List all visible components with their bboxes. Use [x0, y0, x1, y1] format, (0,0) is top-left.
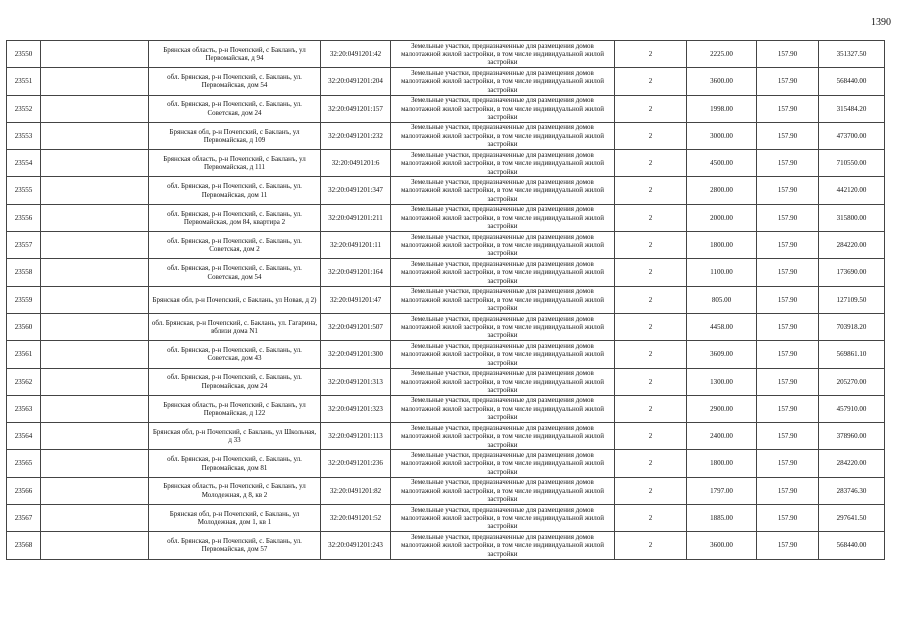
land-use-cell: Земельные участки, предназначенные для размещения домов малоэтажной жилой застройки, в том числе индивидуальной жилой застройки	[391, 532, 615, 559]
table-row	[7, 423, 885, 450]
category-cell: 2	[615, 395, 687, 422]
address-cell: Брянская область, р-н Почепский, с Бакланъ, ул Первомайская, д 122	[149, 395, 321, 422]
cadastral-number-cell: 32:20:0491201:113	[321, 423, 391, 450]
land-use-cell: Земельные участки, предназначенные для размещения домов малоэтажной жилой застройки, в том числе индивидуальной жилой застройки	[391, 286, 615, 313]
land-use-cell: Земельные участки, предназначенные для размещения домов малоэтажной жилой застройки, в том числе индивидуальной жилой застройки	[391, 395, 615, 422]
table-row	[7, 204, 885, 231]
category-cell: 2	[615, 450, 687, 477]
land-use-cell: Земельные участки, предназначенные для размещения домов малоэтажной жилой застройки, в том числе индивидуальной жилой застройки	[391, 41, 615, 68]
cadastral-value-cell: 457910.00	[819, 395, 885, 422]
table-row	[7, 313, 885, 340]
cadastral-number-cell: 32:20:0491201:347	[321, 177, 391, 204]
specific-value-cell: 157.90	[757, 286, 819, 313]
land-use-cell: Земельные участки, предназначенные для размещения домов малоэтажной жилой застройки, в том числе индивидуальной жилой застройки	[391, 232, 615, 259]
empty-cell	[41, 286, 149, 313]
cadastral-value-cell: 569861.10	[819, 341, 885, 368]
empty-cell	[41, 232, 149, 259]
land-use-cell: Земельные участки, предназначенные для размещения домов малоэтажной жилой застройки, в том числе индивидуальной жилой застройки	[391, 177, 615, 204]
record-number-cell: 23568	[7, 532, 41, 559]
record-number-cell: 23550	[7, 41, 41, 68]
specific-value-cell: 157.90	[757, 177, 819, 204]
category-cell: 2	[615, 368, 687, 395]
cadastral-number-cell: 32:20:0491201:42	[321, 41, 391, 68]
category-cell: 2	[615, 232, 687, 259]
area-cell: 805.00	[687, 286, 757, 313]
record-number-cell: 23551	[7, 68, 41, 95]
specific-value-cell: 157.90	[757, 150, 819, 177]
record-number-cell: 23566	[7, 477, 41, 504]
record-number-cell: 23559	[7, 286, 41, 313]
area-cell: 2400.00	[687, 423, 757, 450]
cadastral-number-cell: 32:20:0491201:236	[321, 450, 391, 477]
cadastral-value-cell: 473700.00	[819, 122, 885, 149]
specific-value-cell: 157.90	[757, 122, 819, 149]
cadastral-value-cell: 315800.00	[819, 204, 885, 231]
empty-cell	[41, 95, 149, 122]
category-cell: 2	[615, 341, 687, 368]
area-cell: 2800.00	[687, 177, 757, 204]
empty-cell	[41, 122, 149, 149]
address-cell: Брянская обл, р-н Почепский, с Баклань, ул Молодежная, дом 1, кв 1	[149, 505, 321, 532]
category-cell: 2	[615, 477, 687, 504]
record-number-cell: 23555	[7, 177, 41, 204]
record-number-cell: 23564	[7, 423, 41, 450]
address-cell: обл. Брянская, р-н Почепский, с. Баклань, ул. Первомайская, дом 84, квартира 2	[149, 204, 321, 231]
area-cell: 4458.00	[687, 313, 757, 340]
empty-cell	[41, 368, 149, 395]
empty-cell	[41, 423, 149, 450]
record-number-cell: 23556	[7, 204, 41, 231]
record-number-cell: 23560	[7, 313, 41, 340]
address-cell: обл. Брянская, р-н Почепский, с. Баклань, ул. Первомайская, дом 24	[149, 368, 321, 395]
address-cell: обл. Брянская, р-н Почепский, с. Баклань, ул. Гагарина, вблизи дома N1	[149, 313, 321, 340]
area-cell: 1885.00	[687, 505, 757, 532]
category-cell: 2	[615, 204, 687, 231]
table-row	[7, 177, 885, 204]
land-use-cell: Земельные участки, предназначенные для размещения домов малоэтажной жилой застройки, в том числе индивидуальной жилой застройки	[391, 423, 615, 450]
cadastral-value-cell: 703918.20	[819, 313, 885, 340]
page-number: 1390	[871, 17, 891, 28]
record-number-cell: 23561	[7, 341, 41, 368]
empty-cell	[41, 68, 149, 95]
specific-value-cell: 157.90	[757, 41, 819, 68]
table-row	[7, 122, 885, 149]
address-cell: обл. Брянская, р-н Почепский, с. Баклань, ул. Первомайская, дом 57	[149, 532, 321, 559]
record-number-cell: 23565	[7, 450, 41, 477]
cadastral-number-cell: 32:20:0491201:47	[321, 286, 391, 313]
address-cell: обл. Брянская, р-н Почепский, с. Баклань, ул. Советская, дом 54	[149, 259, 321, 286]
address-cell: обл. Брянская, р-н Почепский, с. Баклань, ул. Первомайская, дом 81	[149, 450, 321, 477]
table-row	[7, 477, 885, 504]
empty-cell	[41, 450, 149, 477]
land-use-cell: Земельные участки, предназначенные для размещения домов малоэтажной жилой застройки, в том числе индивидуальной жилой застройки	[391, 259, 615, 286]
specific-value-cell: 157.90	[757, 313, 819, 340]
empty-cell	[41, 41, 149, 68]
empty-cell	[41, 259, 149, 286]
address-cell: Брянская область, р-н Почепский, с Бакланъ, ул Молодежная, д 8, кв 2	[149, 477, 321, 504]
cadastral-number-cell: 32:20:0491201:507	[321, 313, 391, 340]
specific-value-cell: 157.90	[757, 505, 819, 532]
cadastral-value-cell: 568440.00	[819, 68, 885, 95]
land-use-cell: Земельные участки, предназначенные для размещения домов малоэтажной жилой застройки, в том числе индивидуальной жилой застройки	[391, 368, 615, 395]
address-cell: обл. Брянская, р-н Почепский, с. Баклань, ул. Советская, дом 24	[149, 95, 321, 122]
table-row	[7, 395, 885, 422]
specific-value-cell: 157.90	[757, 95, 819, 122]
land-use-cell: Земельные участки, предназначенные для размещения домов малоэтажной жилой застройки, в том числе индивидуальной жилой застройки	[391, 204, 615, 231]
address-cell: обл. Брянская, р-н Почепский, с. Баклань, ул. Советская, дом 43	[149, 341, 321, 368]
address-cell: Брянская обл, р-н Почепский, с Баклань, ул Школьная, д 33	[149, 423, 321, 450]
empty-cell	[41, 150, 149, 177]
specific-value-cell: 157.90	[757, 204, 819, 231]
cadastral-number-cell: 32:20:0491201:204	[321, 68, 391, 95]
category-cell: 2	[615, 286, 687, 313]
table-row	[7, 450, 885, 477]
category-cell: 2	[615, 150, 687, 177]
area-cell: 2900.00	[687, 395, 757, 422]
category-cell: 2	[615, 532, 687, 559]
table-row	[7, 232, 885, 259]
address-cell: обл. Брянская, р-н Почепский, с. Баклань, ул. Первомайская, дом 11	[149, 177, 321, 204]
area-cell: 3600.00	[687, 68, 757, 95]
land-use-cell: Земельные участки, предназначенные для размещения домов малоэтажной жилой застройки, в том числе индивидуальной жилой застройки	[391, 313, 615, 340]
record-number-cell: 23562	[7, 368, 41, 395]
category-cell: 2	[615, 423, 687, 450]
area-cell: 3600.00	[687, 532, 757, 559]
empty-cell	[41, 395, 149, 422]
record-number-cell: 23567	[7, 505, 41, 532]
area-cell: 3000.00	[687, 122, 757, 149]
land-use-cell: Земельные участки, предназначенные для размещения домов малоэтажной жилой застройки, в том числе индивидуальной жилой застройки	[391, 68, 615, 95]
land-use-cell: Земельные участки, предназначенные для размещения домов малоэтажной жилой застройки, в том числе индивидуальной жилой застройки	[391, 150, 615, 177]
record-number-cell: 23554	[7, 150, 41, 177]
land-use-cell: Земельные участки, предназначенные для размещения домов малоэтажной жилой застройки, в том числе индивидуальной жилой застройки	[391, 341, 615, 368]
area-cell: 2225.00	[687, 41, 757, 68]
record-number-cell: 23552	[7, 95, 41, 122]
area-cell: 4500.00	[687, 150, 757, 177]
cadastral-number-cell: 32:20:0491201:52	[321, 505, 391, 532]
category-cell: 2	[615, 68, 687, 95]
table-row	[7, 150, 885, 177]
land-use-cell: Земельные участки, предназначенные для размещения домов малоэтажной жилой застройки, в том числе индивидуальной жилой застройки	[391, 122, 615, 149]
cadastral-value-cell: 283746.30	[819, 477, 885, 504]
specific-value-cell: 157.90	[757, 450, 819, 477]
cadastral-value-cell: 127109.50	[819, 286, 885, 313]
cadastral-number-cell: 32:20:0491201:82	[321, 477, 391, 504]
cadastral-number-cell: 32:20:0491201:157	[321, 95, 391, 122]
empty-cell	[41, 532, 149, 559]
cadastral-number-cell: 32:20:0491201:211	[321, 204, 391, 231]
record-number-cell: 23553	[7, 122, 41, 149]
table-row	[7, 341, 885, 368]
table-row	[7, 41, 885, 68]
record-number-cell: 23563	[7, 395, 41, 422]
address-cell: обл. Брянская, р-н Почепский, с. Баклань, ул. Советская, дом 2	[149, 232, 321, 259]
specific-value-cell: 157.90	[757, 395, 819, 422]
specific-value-cell: 157.90	[757, 423, 819, 450]
empty-cell	[41, 204, 149, 231]
cadastral-value-cell: 173690.00	[819, 259, 885, 286]
category-cell: 2	[615, 177, 687, 204]
cadastral-value-cell: 378960.00	[819, 423, 885, 450]
cadastral-value-cell: 205270.00	[819, 368, 885, 395]
table-row	[7, 68, 885, 95]
specific-value-cell: 157.90	[757, 68, 819, 95]
address-cell: Брянская область, р-н Почепский, с Бакланъ, ул Первомайская, д 94	[149, 41, 321, 68]
land-use-cell: Земельные участки, предназначенные для размещения домов малоэтажной жилой застройки, в том числе индивидуальной жилой застройки	[391, 450, 615, 477]
cadastral-value-cell: 351327.50	[819, 41, 885, 68]
category-cell: 2	[615, 41, 687, 68]
cadastral-number-cell: 32:20:0491201:232	[321, 122, 391, 149]
cadastral-number-cell: 32:20:0491201:323	[321, 395, 391, 422]
cadastral-number-cell: 32:20:0491201:300	[321, 341, 391, 368]
cadastral-number-cell: 32:20:0491201:243	[321, 532, 391, 559]
cadastral-value-cell: 568440.00	[819, 532, 885, 559]
table-body	[7, 41, 885, 560]
area-cell: 3609.00	[687, 341, 757, 368]
area-cell: 1797.00	[687, 477, 757, 504]
specific-value-cell: 157.90	[757, 532, 819, 559]
empty-cell	[41, 477, 149, 504]
cadastral-number-cell: 32:20:0491201:313	[321, 368, 391, 395]
empty-cell	[41, 313, 149, 340]
cadastral-number-cell: 32:20:0491201:6	[321, 150, 391, 177]
area-cell: 1800.00	[687, 450, 757, 477]
cadastral-number-cell: 32:20:0491201:164	[321, 259, 391, 286]
category-cell: 2	[615, 122, 687, 149]
table-row	[7, 532, 885, 559]
cadastral-value-cell: 284220.00	[819, 232, 885, 259]
empty-cell	[41, 177, 149, 204]
category-cell: 2	[615, 313, 687, 340]
empty-cell	[41, 341, 149, 368]
address-cell: Брянская обл, р-н Почепский, с Бакланъ, ул Первомайская, д 109	[149, 122, 321, 149]
land-use-cell: Земельные участки, предназначенные для размещения домов малоэтажной жилой застройки, в том числе индивидуальной жилой застройки	[391, 477, 615, 504]
category-cell: 2	[615, 259, 687, 286]
specific-value-cell: 157.90	[757, 232, 819, 259]
specific-value-cell: 157.90	[757, 477, 819, 504]
specific-value-cell: 157.90	[757, 259, 819, 286]
table-row	[7, 368, 885, 395]
cadastral-value-cell: 442120.00	[819, 177, 885, 204]
category-cell: 2	[615, 95, 687, 122]
land-use-cell: Земельные участки, предназначенные для размещения домов малоэтажной жилой застройки, в том числе индивидуальной жилой застройки	[391, 95, 615, 122]
land-use-cell: Земельные участки, предназначенные для размещения домов малоэтажной жилой застройки, в том числе индивидуальной жилой застройки	[391, 505, 615, 532]
empty-cell	[41, 505, 149, 532]
area-cell: 1300.00	[687, 368, 757, 395]
category-cell: 2	[615, 505, 687, 532]
record-number-cell: 23558	[7, 259, 41, 286]
land-registry-table	[6, 40, 885, 560]
cadastral-number-cell: 32:20:0491201:11	[321, 232, 391, 259]
area-cell: 1100.00	[687, 259, 757, 286]
address-cell: Брянская обл, р-н Почепский, с Баклань, ул Новая, д 2)	[149, 286, 321, 313]
area-cell: 1998.00	[687, 95, 757, 122]
table-row	[7, 95, 885, 122]
table-row	[7, 505, 885, 532]
address-cell: обл. Брянская, р-н Почепский, с. Баклань, ул. Первомайская, дом 54	[149, 68, 321, 95]
address-cell: Брянская область, р-н Почепский, с Бакланъ, ул Первомайская, д 111	[149, 150, 321, 177]
cadastral-value-cell: 284220.00	[819, 450, 885, 477]
table-row	[7, 286, 885, 313]
specific-value-cell: 157.90	[757, 368, 819, 395]
area-cell: 2000.00	[687, 204, 757, 231]
area-cell: 1800.00	[687, 232, 757, 259]
table-row	[7, 259, 885, 286]
record-number-cell: 23557	[7, 232, 41, 259]
specific-value-cell: 157.90	[757, 341, 819, 368]
cadastral-value-cell: 315484.20	[819, 95, 885, 122]
cadastral-value-cell: 710550.00	[819, 150, 885, 177]
cadastral-value-cell: 297641.50	[819, 505, 885, 532]
